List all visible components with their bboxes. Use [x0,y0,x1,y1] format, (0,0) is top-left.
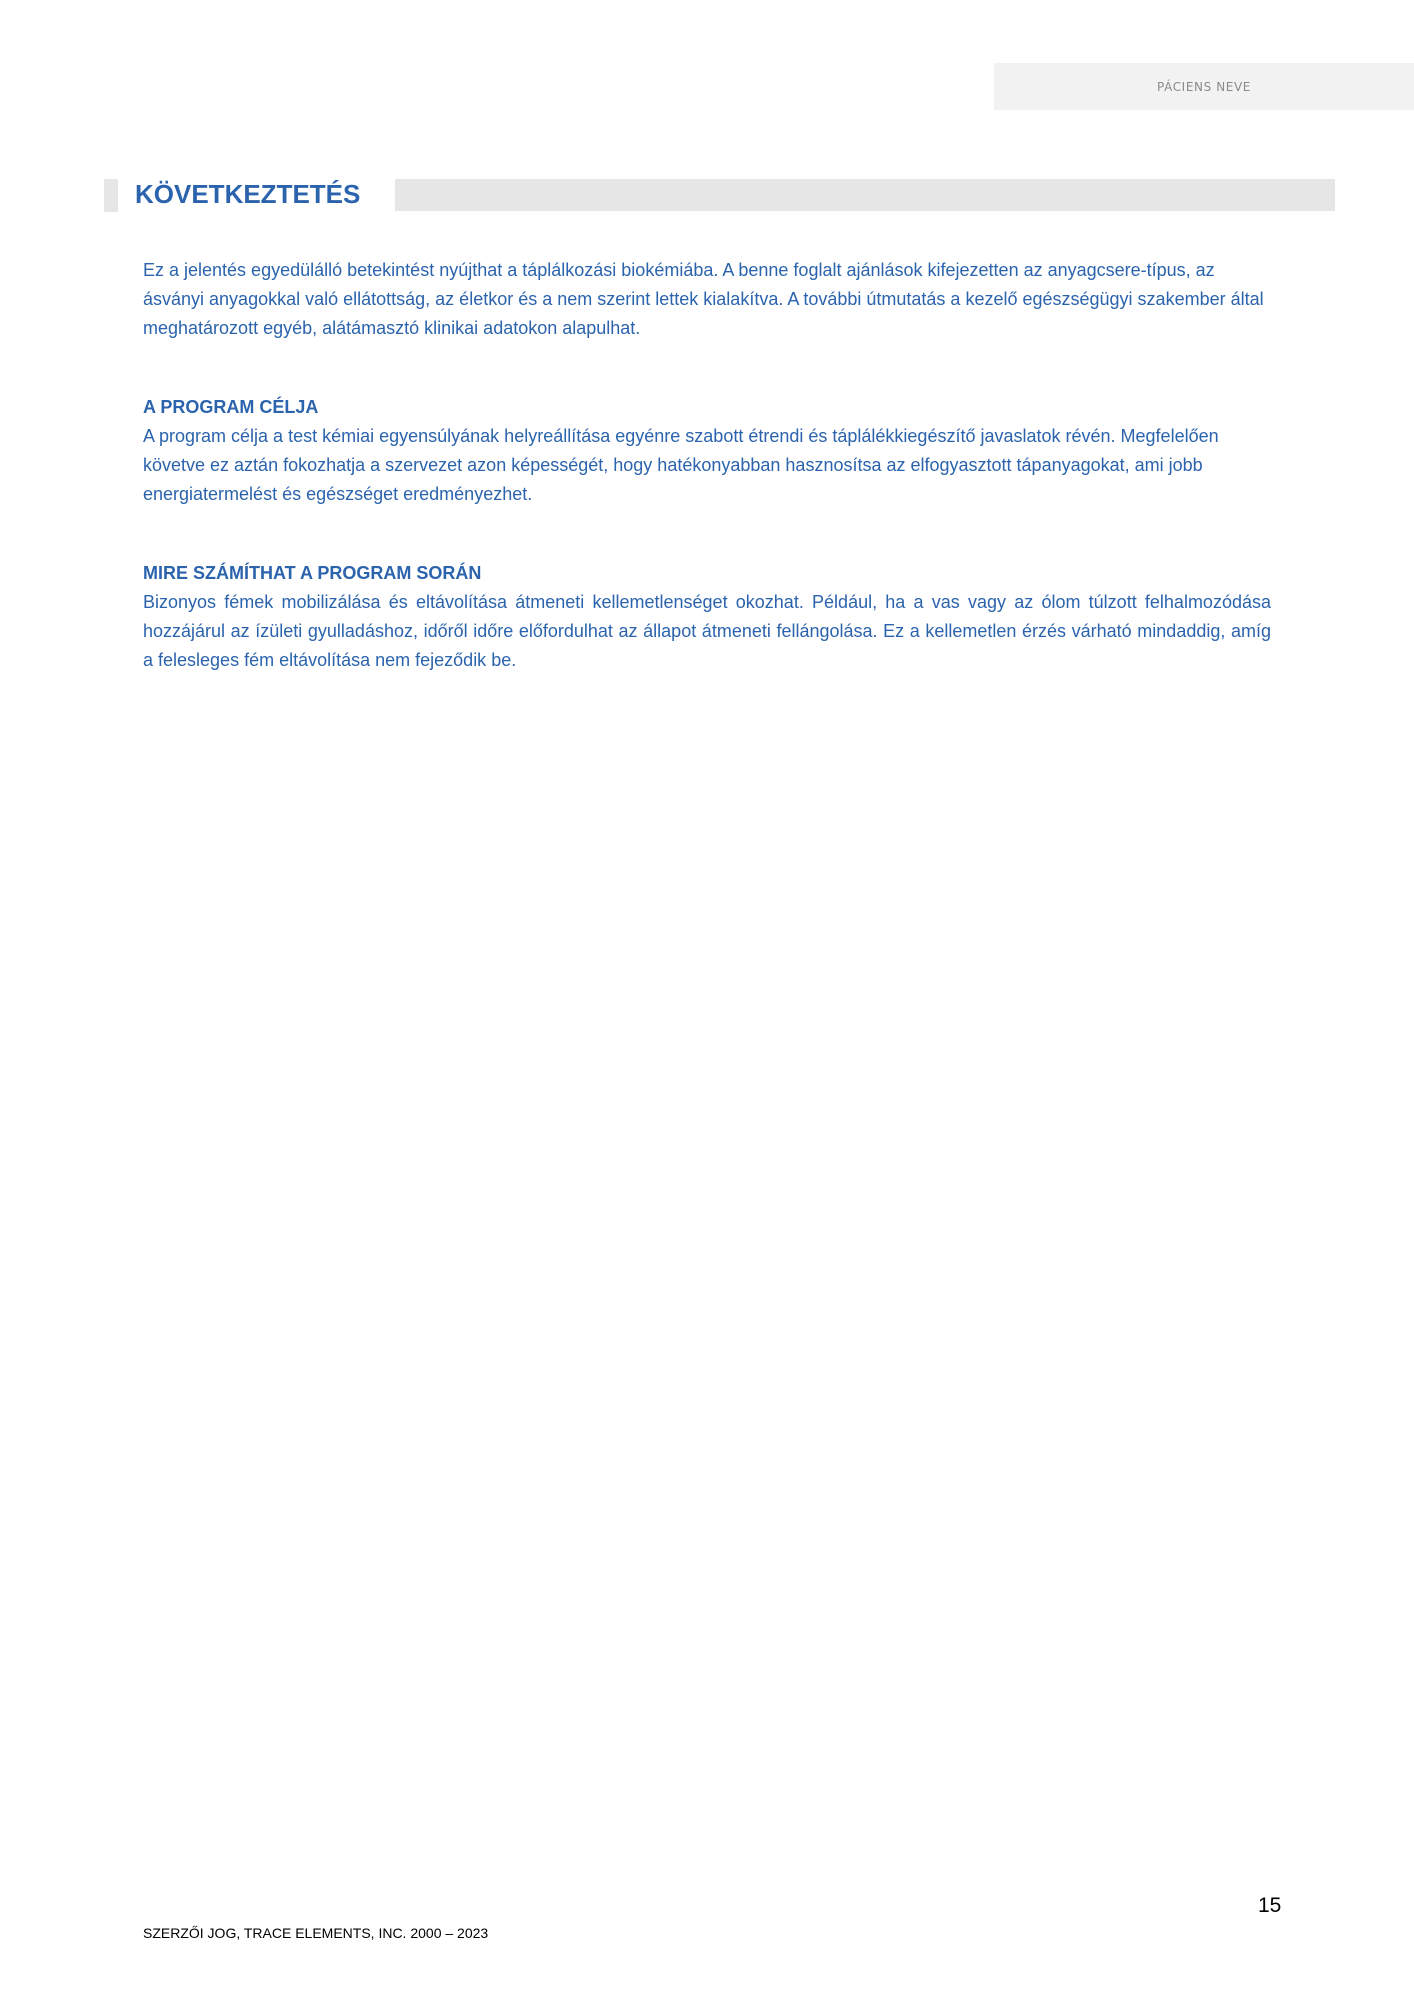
section-title-bar [395,179,1335,211]
report-content [143,256,1273,725]
page-number: 15 [1258,1894,1282,1917]
expectations-heading: MIRE SZÁMÍTHAT A PROGRAM SORÁN [143,563,482,583]
intro-paragraph: Ez a jelentés egyedülálló betekintést nyújthat a táplálkozási biokémiába. A benne foglalt ajánlások kifejezetten az anyagcsere-típus, az ásványi anyagokkal való ellátottság, az életkor és a nem szerint lettek kialakítva. A további útmutatás a kezelő egészségügyi szakember által meghatározott egyéb, alátámasztó klinikai adatokon alapulhat. [143,260,1264,338]
patient-name-label: PÁCIENS NEVE [1157,79,1251,94]
copyright-footer: SZERZŐI JOG, TRACE ELEMENTS, INC. 2000 – 2023 [143,1925,489,1941]
patient-name-header [994,63,1414,110]
program-goal-heading: A PROGRAM CÉLJA [143,397,319,417]
section-title: KÖVETKEZTETÉS [135,179,361,209]
expectations-section [143,559,1273,675]
section-title-accent [104,179,118,212]
expectations-body: Bizonyos fémek mobilizálása és eltávolítása átmeneti kellemetlenséget okozhat. Például, ha a vas vagy az ólom túlzott felhalmozódása hozzájárul az ízületi gyulladáshoz, időről időre előfordulhat az állapot átmeneti fellángolása. Ez a kellemetlen érzés várható mindaddig, amíg a felesleges fém eltávolítása nem fejeződik be. [143,592,1271,670]
program-goal-body: A program célja a test kémiai egyensúlyának helyreállítása egyénre szabott étrendi és táplálékkiegészítő javaslatok révén. Megfelelően követve ez aztán fokozhatja a szervezet azon képességét, hogy hatékonyabban hasznosítsa az elfogyasztott tápanyagokat, ami jobb energiatermelést és egészséget eredményezhet. [143,426,1219,504]
program-goal-section [143,393,1273,509]
